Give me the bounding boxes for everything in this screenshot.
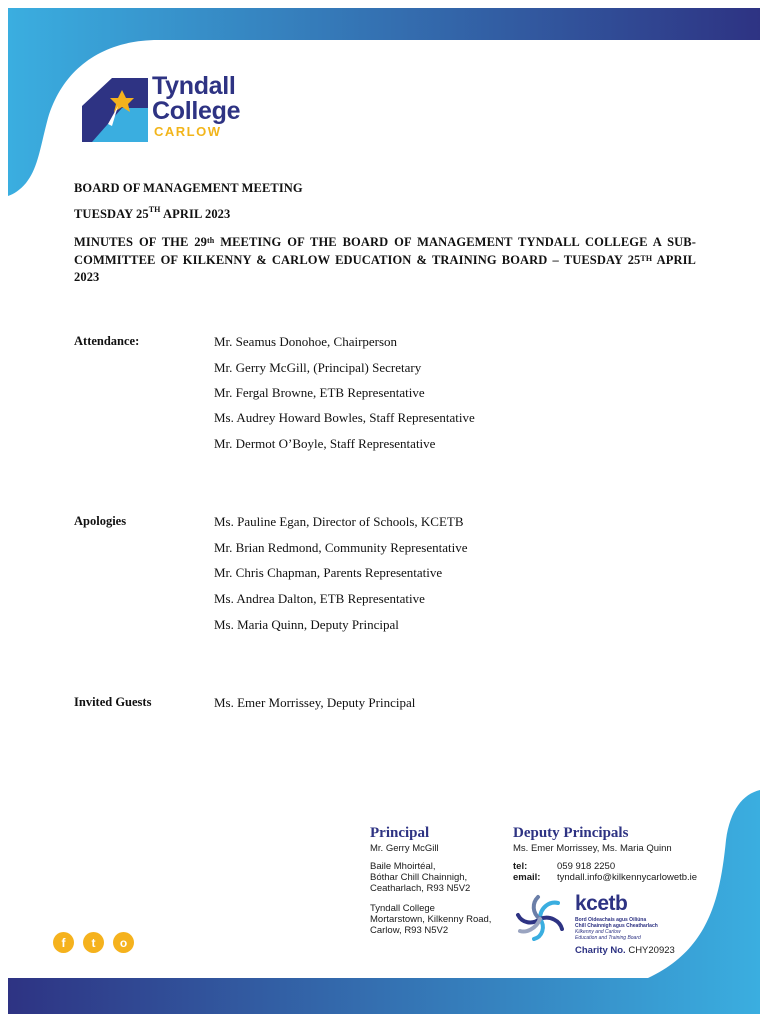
facebook-icon[interactable]: f — [53, 932, 74, 953]
logo-text-carlow: CARLOW — [154, 124, 222, 139]
principal-name: Mr. Gerry McGill — [370, 843, 439, 854]
english-address-line: Carlow, R93 N5V2 — [370, 925, 449, 936]
logo-text-tyndall: Tyndall — [152, 72, 236, 100]
apology-item: Mr. Chris Chapman, Parents Representative — [214, 565, 443, 580]
attendance-label: Attendance: — [74, 334, 140, 348]
attendance-item: Mr. Seamus Donohoe, Chairperson — [214, 334, 398, 349]
attendance-item: Mr. Gerry McGill, (Principal) Secretary — [214, 360, 422, 375]
principal-heading: Principal — [370, 825, 430, 841]
kcetb-swirl-icon — [510, 893, 570, 945]
attendance-item: Mr. Fergal Browne, ETB Representative — [214, 385, 425, 400]
kcetb-subtitle: Bord Oideachais agus Oiliúna — [575, 917, 647, 923]
deputy-heading: Deputy Principals — [513, 825, 629, 841]
kcetb-subtitle: Education and Training Board — [575, 935, 641, 941]
english-address-line: Mortarstown, Kilkenny Road, — [370, 914, 492, 925]
attendance-item: Ms. Audrey Howard Bowles, Staff Representative — [214, 410, 475, 425]
apologies-label: Apologies — [74, 514, 127, 528]
email-value[interactable]: tyndall.info@kilkennycarlowetb.ie — [557, 872, 698, 883]
tel-value[interactable]: 059 918 2250 — [557, 861, 616, 872]
apology-item: Ms. Pauline Egan, Director of Schools, KCETB — [214, 514, 464, 529]
logo-mark-icon — [82, 78, 148, 142]
kcetb-wordmark: kcetb — [575, 892, 628, 915]
apology-item: Mr. Brian Redmond, Community Representative — [214, 540, 468, 555]
kcetb-subtitle: Chill Chainnigh agus Cheatharlach — [575, 923, 658, 929]
irish-address-line: Baile Mhoirtéal, — [370, 861, 436, 872]
footer-band — [8, 790, 760, 1014]
college-logo — [82, 74, 272, 144]
apology-item: Ms. Andrea Dalton, ETB Representative — [214, 591, 425, 606]
deputy-names: Ms. Emer Morrissey, Ms. Maria Quinn — [513, 843, 672, 854]
logo-text-college: College — [152, 97, 241, 125]
kcetb-subtitle: Kilkenny and Carlow — [575, 929, 621, 935]
guests-label: Invited Guests — [74, 695, 152, 709]
attendance-item: Mr. Dermot O’Boyle, Staff Representative — [214, 436, 436, 451]
charity-number: Charity No. CHY20923 — [575, 945, 675, 956]
minutes-heading: MINUTES OF THE 29th MEETING OF THE BOARD OF MANAGEMENT TYNDALL COLLEGE A SUB-COMMITTEE OF KILKENNY & CARLOW EDUCATION & TRAINING BOARD – TUESDAY 25TH APRIL 2023 — [74, 235, 696, 284]
meeting-title: BOARD OF MANAGEMENT MEETING — [74, 181, 303, 195]
irish-address-line: Ceatharlach, R93 N5V2 — [370, 883, 471, 894]
guest-item: Ms. Emer Morrissey, Deputy Principal — [214, 695, 416, 710]
meeting-date: TUESDAY 25TH APRIL 2023 — [74, 205, 231, 221]
english-address-line: Tyndall College — [370, 903, 435, 914]
instagram-icon[interactable]: o — [113, 932, 134, 953]
email-label: email: — [513, 872, 541, 883]
twitter-icon[interactable]: t — [83, 932, 104, 953]
apology-item: Ms. Maria Quinn, Deputy Principal — [214, 617, 399, 632]
tel-label: tel: — [513, 861, 528, 872]
irish-address-line: Bóthar Chill Chainnigh, — [370, 872, 468, 883]
